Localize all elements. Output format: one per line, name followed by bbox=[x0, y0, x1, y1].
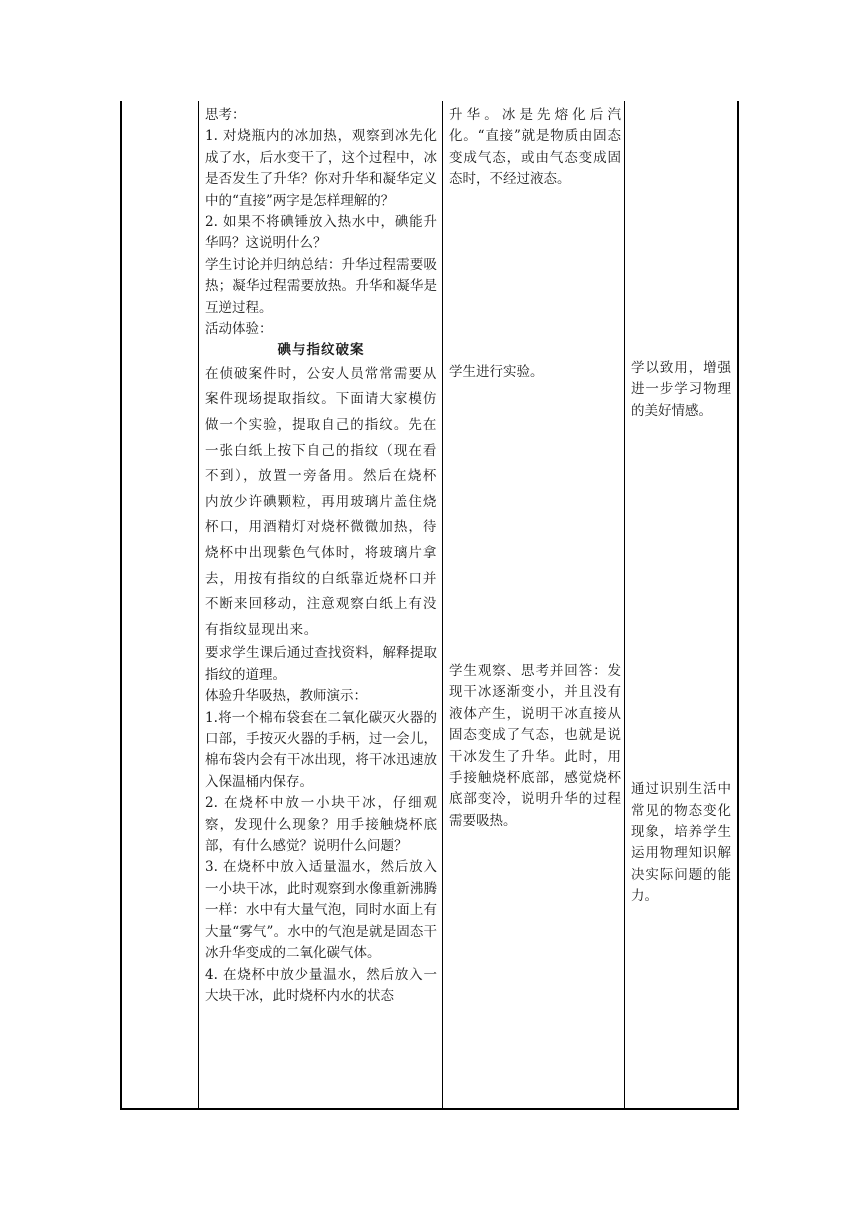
case-title: 碘与指纹破案 bbox=[277, 342, 365, 359]
intent-1: 学以致用，增强进一步学习物理的美好情感。 bbox=[631, 360, 731, 419]
demo-step-3: 3. 在烧杯中放入适量温水，然后放入一小块干冰，此时观察到水像重新沸腾一样：水中有大量气泡，同时水面上有大量“雾气”。水中的气泡是就是固态干冰升华变成的二氧化碳气体。 bbox=[205, 859, 437, 962]
homework-text: 要求学生课后通过查找资料，解释提取指纹的道理。 bbox=[205, 645, 437, 683]
activity-heading: 活动体验： bbox=[205, 321, 273, 338]
demo-heading: 体验升华吸热，教师演示： bbox=[205, 688, 367, 705]
think-heading: 思考： bbox=[205, 107, 246, 123]
student-activity-cell bbox=[449, 105, 621, 832]
table-border-left bbox=[120, 101, 122, 1110]
demo-step-2: 2. 在烧杯中放一小块干冰，仔细观察，发现什么现象？用手接触烧杯底部，有什么感觉？说明什么问题？ bbox=[205, 795, 437, 855]
question-1: 1. 对烧瓶内的冰加热，观察到冰先化成了水，后水变干了，这个过程中，冰是否发生了升华？你对升华和凝华定义中的“直接”两字是怎样理解的？ bbox=[205, 128, 437, 209]
discussion-summary: 学生讨论并归纳总结：升华过程需要吸热；凝华过程需要放热。升华和凝华是互逆过程。 bbox=[205, 256, 437, 316]
intent-2: 通过识别生活中常见的物态变化现象，培养学生运用物理知识解决实际问题的能力。 bbox=[631, 781, 731, 905]
design-intent-cell bbox=[631, 105, 731, 908]
table-border-bottom bbox=[120, 1108, 739, 1110]
demo-step-1: 1.将一个棉布袋套在二氧化碳灭火器的口部，手按灭火器的手柄，过一会儿，棉布袋内会有干冰出现，将干冰迅速放入保温桶内保存。 bbox=[205, 709, 437, 790]
student-answer-1: 升华。冰是先熔化后汽化。“直接”就是物质由固态变成气态，或由气态变成固态时，不经过液态。 bbox=[449, 107, 621, 188]
column-divider bbox=[442, 101, 443, 1110]
column-divider bbox=[624, 101, 625, 1110]
teacher-activity-cell bbox=[205, 105, 437, 1007]
question-2: 2. 如果不将碘锤放入热水中，碘能升华吗？这说明什么？ bbox=[205, 214, 437, 252]
demo-step-4: 4. 在烧杯中放少量温水，然后放入一大块干冰，此时烧杯内水的状态 bbox=[205, 966, 437, 1004]
column-divider bbox=[198, 101, 199, 1110]
fingerprint-experiment-text: 在侦破案件时，公安人员常常需要从案件现场提取指纹。下面请大家模仿做一个实验，提取自己的指纹。先在一张白纸上按下自己的指纹（现在看不到），放置一旁备用。然后在烧杯内放少许碘颗粒，再用玻璃片盖住烧杯口，用酒精灯对烧杯微微加热，待烧杯中出现紫色气体时，将玻璃片拿去，用按有指纹的白纸靠近烧杯口并不断来回移动，注意观察白纸上有没有指纹显现出来。 bbox=[205, 365, 437, 638]
student-experiment: 学生进行实验。 bbox=[449, 363, 544, 380]
table-border-right bbox=[737, 101, 739, 1110]
student-answer-2: 学生观察、思考并回答：发现干冰逐渐变小，并且没有液体产生，说明干冰直接从固态变成了气态，也就是说干冰发生了升华。此时，用手接触烧杯底部，感觉烧杯底部变冷，说明升华的过程需要吸热。 bbox=[449, 663, 621, 829]
